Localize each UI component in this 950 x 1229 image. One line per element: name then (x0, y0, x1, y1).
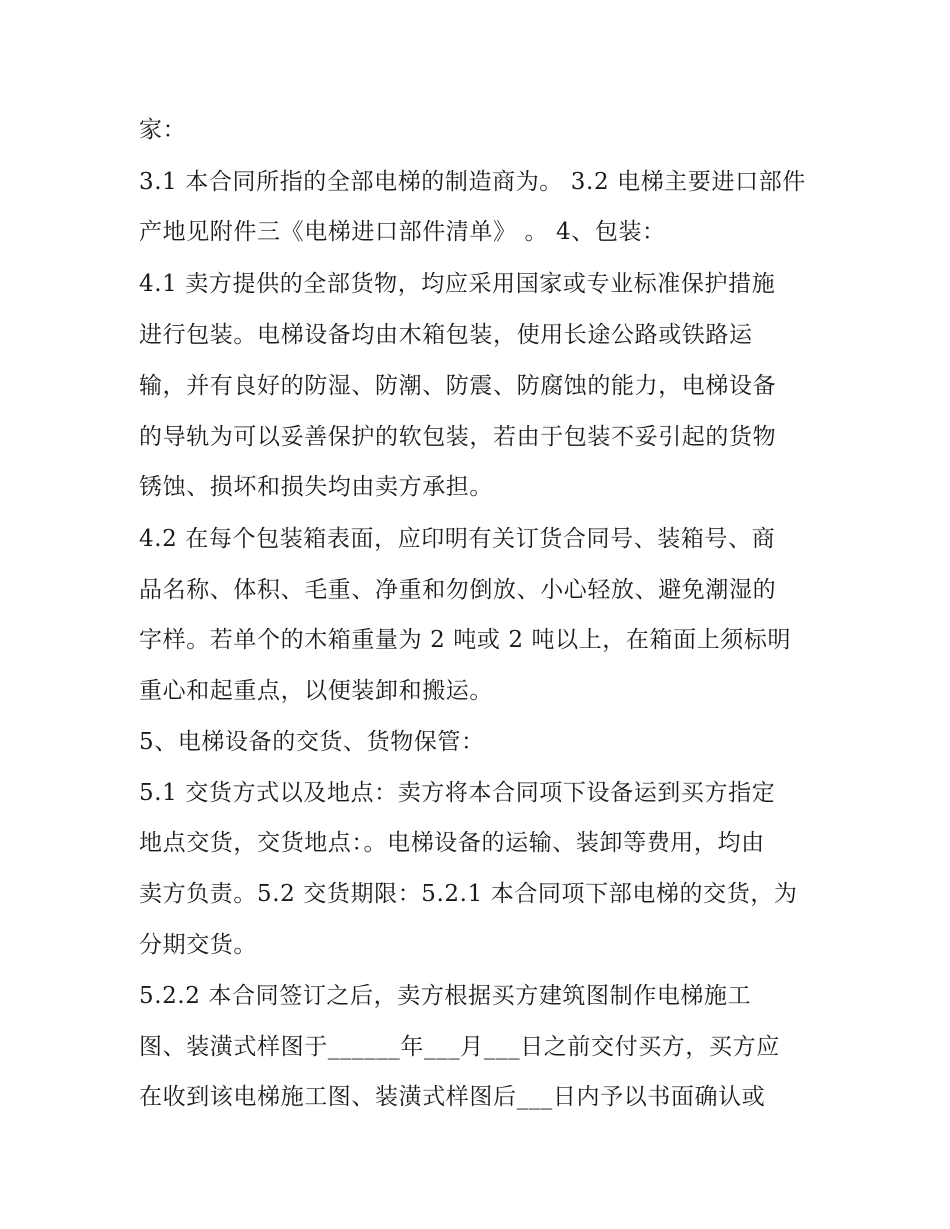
text-line: 家： (139, 117, 187, 143)
text-line: 图、装潢式样图于______年___月___日之前交付买方，买方应 (139, 1034, 780, 1060)
text-line: 产地见附件三《电梯进口部件清单》 。 4、包装： (139, 219, 666, 245)
text-line: 地点交货，交货地点：。电梯设备的运输、装卸等费用，均由 (139, 830, 765, 856)
text-line: 卖方负责。5.2 交货期限：5.2.1 本合同项下部电梯的交货，为 (139, 881, 798, 907)
text-line: 4.1 卖方提供的全部货物，均应采用国家或专业标准保护措施 (139, 271, 776, 297)
text-line: 在收到该电梯施工图、装潢式样图后___日内予以书面确认或 (139, 1084, 766, 1110)
text-line: 进行包装。电梯设备均由木箱包装，使用长途公路或铁路运 (139, 322, 753, 348)
text-line: 5、电梯设备的交货、货物保管： (139, 729, 485, 755)
text-line: 5.1 交货方式以及地点：卖方将本合同项下设备运到买方指定 (139, 780, 776, 806)
text-line: 4.2 在每个包装箱表面，应印明有关订货合同号、装箱号、商 (139, 526, 776, 552)
text-line: 分期交货。 (139, 932, 257, 958)
text-line: 5.2.2 本合同签订之后，卖方根据买方建筑图制作电梯施工 (139, 983, 752, 1009)
text-line: 锈蚀、损坏和损失均由卖方承担。 (139, 474, 493, 500)
text-line: 品名称、体积、毛重、净重和勿倒放、小心轻放、避免潮湿的 (139, 577, 777, 603)
text-line: 的导轨为可以妥善保护的软包装，若由于包装不妥引起的货物 (139, 424, 777, 450)
text-line: 重心和起重点，以便装卸和搬运。 (139, 678, 493, 704)
text-line: 字样。若单个的木箱重量为 2 吨或 2 吨以上，在箱面上须标明 (139, 627, 792, 653)
text-line: 输，并有良好的防湿、防潮、防震、防腐蚀的能力，电梯设备 (139, 373, 777, 399)
text-line: 3.1 本合同所指的全部电梯的制造商为。 3.2 电梯主要进口部件 (139, 169, 806, 195)
